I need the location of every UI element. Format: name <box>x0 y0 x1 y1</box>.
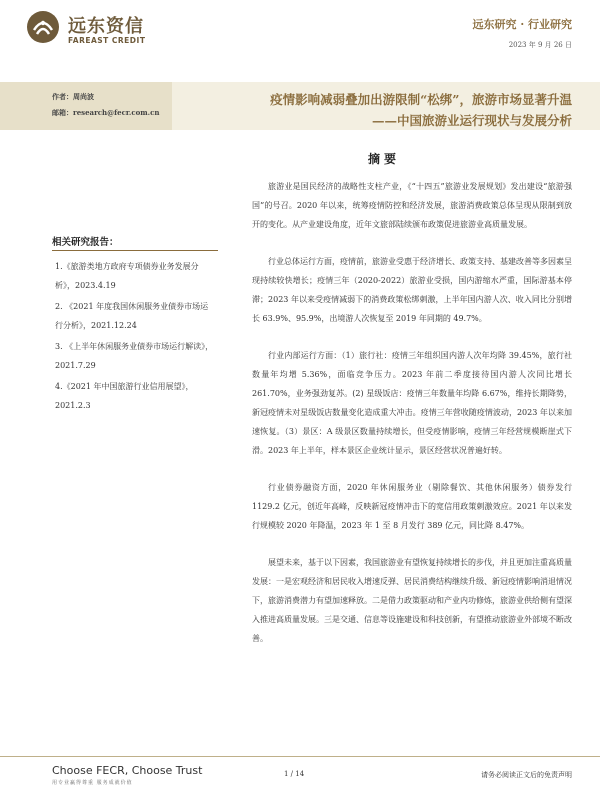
author-panel <box>0 82 172 130</box>
company-logo <box>26 10 176 50</box>
abstract-paragraph: 旅游业是国民经济的战略性支柱产业，《“十四五”旅游业发展规划》发出建设“旅游强国”的号召。2020 年以来，统筹疫情防控和经济发展，旅游消费政策总体呈现从限制到放开的变化。从产业建设角度，近年文旅部陆续颁布政策促进旅游业高质量发展。 <box>252 182 572 229</box>
logo-mark-icon <box>26 10 60 44</box>
report-type: 远东研究 · 行业研究 <box>472 18 572 31</box>
footer-slogan: Choose FECR, Choose Trust <box>52 764 203 777</box>
disclaimer-note: 请务必阅读正文后的免责声明 <box>481 771 572 779</box>
logo-text-cn: 远东资信 <box>68 16 144 37</box>
abstract-paragraph: 行业总体运行方面，疫情前，旅游业受惠于经济增长、政策支持、基建改善等多因素呈现持续较快增长；疫情三年（2020-2022）旅游业受损，国内游缩水严重，国际游基本停滞；2023 年以来受疫情减弱下的消费政策松绑刺激，上半年国内游人次、收入同比分别增长 63.9%、95.9%，出境游人次恢复至 2019 年同期的 49.7%。 <box>252 257 572 323</box>
abstract-heading: 摘要 <box>368 152 401 166</box>
footer-divider <box>0 756 600 757</box>
related-report-item[interactable]: 1.《旅游类地方政府专项债券业务发展分析》，2023.4.19 <box>55 262 199 290</box>
related-report-item[interactable]: 3. 《上半年休闲服务业债券市场运行解读》，2021.7.29 <box>55 342 214 370</box>
related-reports-divider <box>52 250 218 251</box>
abstract-paragraph: 展望未来，基于以下因素，我国旅游业有望恢复持续增长的步伐，并且更加注重高质量发展：一是宏观经济和居民收入增速反弹、居民消费结构继续升级、新冠疫情影响消退情况下，旅游消费潜力有望加速释放。二是借力政策驱动和产业内功修炼，旅游业供给侧有望深入推进高质量发展。三是交通、信息等设施建设和科技创新，有望推动旅游业外部境不断改善。 <box>252 558 572 643</box>
author-email[interactable]: 邮箱：research@fecr.com.cn <box>52 108 160 117</box>
footer-slogan-sub: 用专业赢得尊重 服务成就价值 <box>52 780 133 786</box>
abstract-body <box>252 177 572 666</box>
author-name: 作者：周尚波 <box>52 92 94 101</box>
logo-text-en: FAREAST CREDIT <box>68 36 146 45</box>
report-title: 疫情影响减弱叠加出游限制“松绑”，旅游市场显著升温 <box>270 92 572 107</box>
abstract-paragraph: 行业债券融资方面，2020 年休闲服务业（剔除餐饮、其他休闲服务）债券发行 1129.2 亿元，创近年高峰，反映新冠疫情冲击下的宽信用政策刺激效应。2021 年以来发行规模较 2020 年降温，2023 年 1 至 8 月发行 389 亿元，同比降 8.47%。 <box>252 483 572 530</box>
page-number: 1 / 14 <box>284 770 305 778</box>
report-subtitle: ——中国旅游业运行现状与发展分析 <box>371 113 572 128</box>
abstract-paragraph: 行业内部运行方面：（1）旅行社：疫情三年组织国内游人次年均降 39.45%，旅行社数量年均增 5.36%，面临竞争压力。2023 年前二季度接待国内游人次同比增长 261.70%，业务强劲复苏。(2) 星级饭店：疫情三年数量年均降 6.67%，维持长期降势，新冠疫情未对星级饭店数量变化造成重大冲击。疫情三年营收随疫情波动，2023 年以来加速恢复。（3）景区：A 级景区数量持续增长，但受疫情影响，疫情三年经营规模断崖式下滑。2023 年上半年，样本景区企业统计显示，景区经营状况普遍好转。 <box>252 351 572 455</box>
related-reports-heading: 相关研究报告： <box>52 237 119 248</box>
related-report-item[interactable]: 4.《2021 年中国旅游行业信用展望》，2021.2.3 <box>55 382 194 410</box>
report-date: 2023 年 9 月 26 日 <box>508 41 572 49</box>
related-reports-list <box>55 258 215 418</box>
related-report-item[interactable]: 2. 《2021 年度我国休闲服务业债券市场运行分析》，2021.12.24 <box>55 302 209 330</box>
